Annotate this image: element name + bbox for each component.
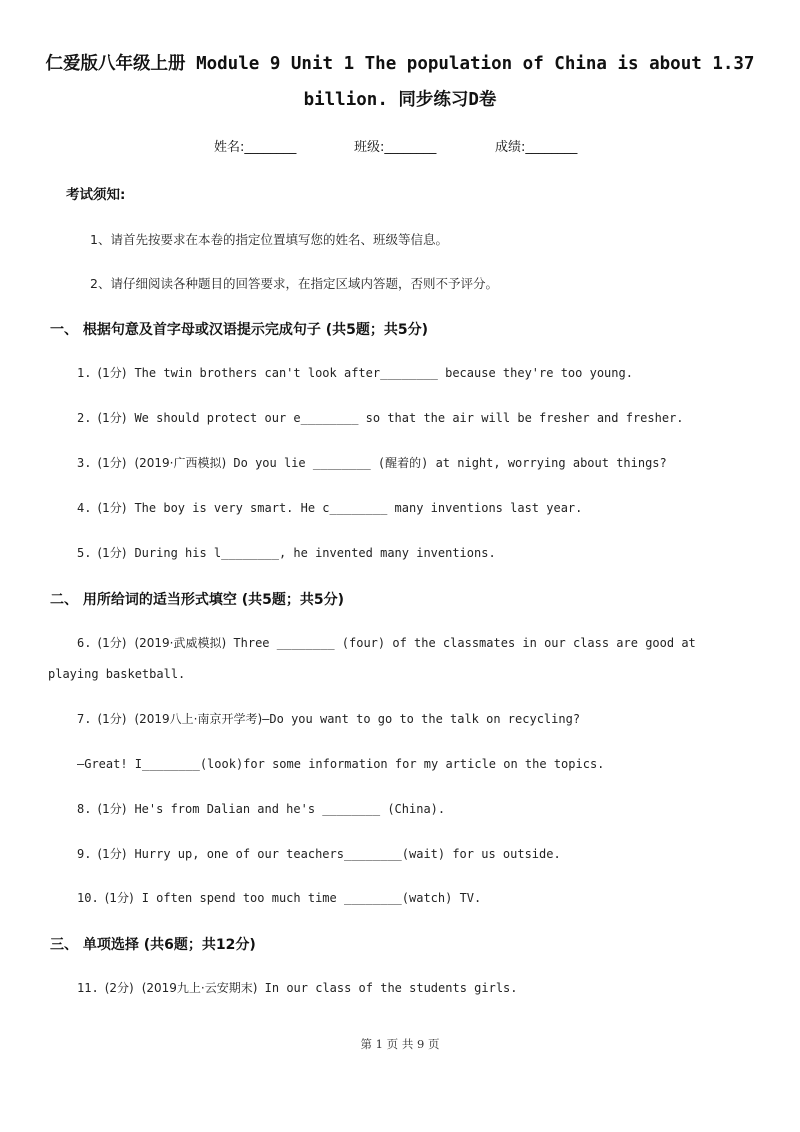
question-source: (2019·武威模拟) — [134, 636, 227, 650]
question-item — [77, 889, 481, 906]
question-item — [77, 409, 684, 426]
question-text: —Do you want to go to the talk on recycling? — [262, 712, 581, 726]
question-number: 6. — [77, 636, 92, 650]
question-text: During his l________, he invented many inventions. — [134, 546, 496, 560]
question-item — [77, 544, 496, 561]
question-number: 4. — [77, 501, 92, 515]
section-title: 一、 根据句意及首字母或汉语提示完成句子 (共5题；共5分) — [50, 322, 429, 338]
question-number: 9. — [77, 847, 92, 861]
question-text: The twin brothers can't look after________ because they're too young. — [134, 366, 633, 380]
question-number: 2. — [77, 411, 92, 425]
question-score: (1分) — [104, 891, 134, 905]
question-score: (1分) — [97, 847, 127, 861]
question-source: (2019九上·云安期末) — [141, 981, 258, 995]
question-number: 1. — [77, 366, 92, 380]
question-score: (1分) — [97, 366, 127, 380]
question-item — [77, 800, 445, 817]
notice-item: 1、请首先按要求在本卷的指定位置填写您的姓名、班级等信息。 — [90, 232, 448, 247]
question-item — [77, 454, 667, 471]
question-text: In our class of the students girls. — [264, 981, 518, 995]
question-score: (1分) — [97, 501, 127, 515]
score-field-label: 成绩:________ — [495, 140, 578, 155]
question-text: Hurry up, one of our teachers________(wait) for us outside. — [134, 847, 561, 861]
question-number: 8. — [77, 802, 92, 816]
name-field-label: 姓名:________ — [214, 140, 297, 155]
question-text: We should protect our e________ so that the air will be fresher and fresher. — [134, 411, 684, 425]
question-number: 3. — [77, 456, 92, 470]
question-score: (1分) — [97, 456, 127, 470]
question-number: 10. — [77, 891, 99, 905]
section-title: 二、 用所给词的适当形式填空 (共5题；共5分) — [50, 592, 345, 608]
student-info-row — [0, 136, 800, 156]
question-continuation: playing basketball. — [48, 667, 186, 681]
question-text: I often spend too much time ________(watch) TV. — [141, 891, 482, 905]
question-source: (2019八上·南京开学考) — [134, 712, 263, 726]
question-text: Three ________ (four) of the classmates in our class are good at — [233, 636, 696, 650]
question-source: (2019·广西模拟) — [134, 456, 227, 470]
question-text: He's from Dalian and he's ________ (China). — [134, 802, 446, 816]
question-score: (1分) — [97, 712, 127, 726]
notice-item: 2、请仔细阅读各种题目的回答要求，在指定区域内答题，否则不予评分。 — [90, 276, 498, 291]
question-text: The boy is very smart. He c________ many inventions last year. — [134, 501, 583, 515]
question-item — [77, 364, 633, 381]
question-number: 5. — [77, 546, 92, 560]
question-score: (1分) — [97, 411, 127, 425]
class-field-label: 班级:________ — [354, 140, 437, 155]
question-item — [77, 845, 561, 862]
question-score: (1分) — [97, 546, 127, 560]
question-score: (1分) — [97, 802, 127, 816]
question-item — [77, 499, 582, 516]
page-footer: 第 1 页 共 9 页 — [360, 1037, 440, 1051]
question-item — [77, 979, 518, 996]
question-text: Do you lie ________ (醒着的) at night, worrying about things? — [233, 456, 667, 470]
question-item — [77, 710, 580, 727]
question-continuation: —Great! I________(look)for some information for my article on the topics. — [77, 757, 605, 771]
question-number: 7. — [77, 712, 92, 726]
question-item — [77, 634, 696, 651]
title-line-1: 仁爱版八年级上册 Module 9 Unit 1 The population of China is about 1.37 — [45, 54, 755, 74]
question-number: 11. — [77, 981, 99, 995]
question-score: (2分) — [104, 981, 134, 995]
notice-heading: 考试须知: — [66, 187, 126, 203]
section-title: 三、 单项选择 (共6题；共12分) — [50, 937, 256, 953]
title-line-2: billion. 同步练习D卷 — [303, 90, 497, 110]
question-score: (1分) — [97, 636, 127, 650]
